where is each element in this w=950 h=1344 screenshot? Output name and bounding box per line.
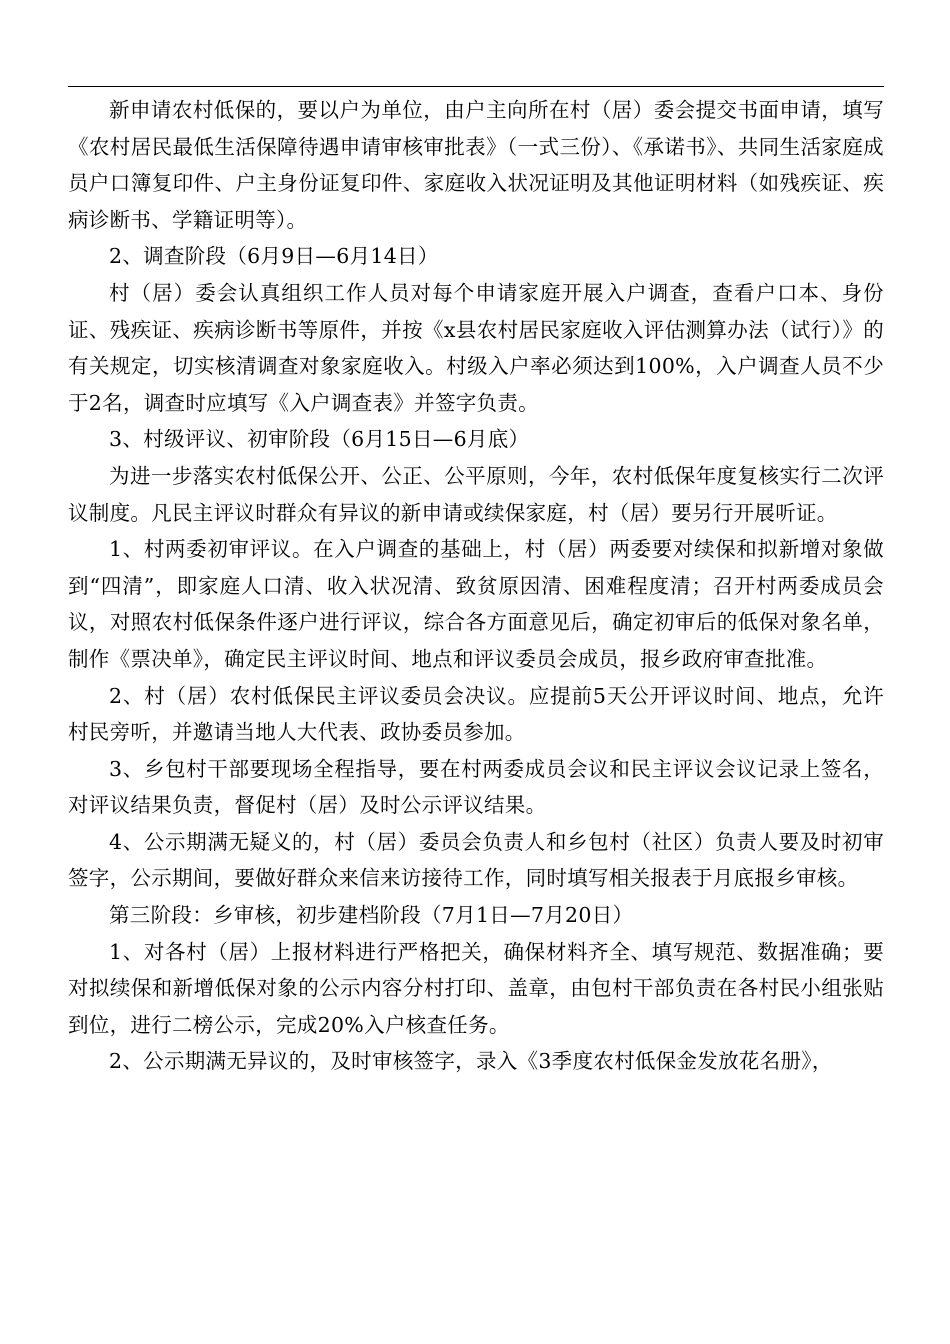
paragraph-application-materials: 新申请农村低保的，要以户为单位，由户主向所在村（居）委会提交书面申请，填写《农村居民最低生活保障待遇申请审核审批表》（一式三份）、《承诺书》、共同生活家庭成员户口簿复印件、户主身份证复印件、家庭收入状况证明及其他证明材料（如残疾证、疾病诊断书、学籍证明等）。 bbox=[68, 98, 884, 232]
paragraph-publicity-signoff: 4、公示期满无疑义的，村（居）委员会负责人和乡包村（社区）负责人要及时初审签字，公示期间，要做好群众来信来访接待工作，同时填写相关报表于月底报乡审核。 bbox=[68, 829, 884, 891]
paragraph-committee-resolution: 2、村（居）农村低保民主评议委员会决议。应提前5天公开评议时间、地点，允许村民旁听，并邀请当地人大代表、政协委员参加。 bbox=[68, 683, 884, 745]
paragraph-initial-review: 1、村两委初审评议。在入户调查的基础上，村（居）两委要对续保和拟新增对象做到“四清”，即家庭人口清、收入状况清、致贫原因清、困难程度清；召开村两委成员会议，对照农村低保条件逐户进行评议，综合各方面意见后，确定初审后的低保对象名单，制作《票决单》，确定民主评议时间、地点和评议委员会成员，报乡政府审查批准。 bbox=[68, 537, 884, 671]
paragraph-household-survey: 村（居）委会认真组织工作人员对每个申请家庭开展入户调查，查看户口本、身份证、残疾证、疾病诊断书等原件，并按《x县农村居民家庭收入评估测算办法（试行）》的有关规定，切实核清调查对象家庭收入。村级入户率必须达到100%，入户调查人员不少于2名，调查时应填写《入户调查表》并签字负责。 bbox=[68, 280, 884, 415]
paragraph-review-principles: 为进一步落实农村低保公开、公正、公平原则，今年，农村低保年度复核实行二次评议制度。凡民主评议时群众有异议的新申请或续保家庭，村（居）要另行开展听证。 bbox=[68, 463, 884, 525]
paragraph-register-entry: 2、公示期满无异议的，及时审核签字，录入《3季度农村低保金发放花名册》， bbox=[109, 1049, 833, 1074]
paragraph-cadre-guidance: 3、乡包村干部要现场全程指导，要在村两委成员会议和民主评议会议记录上签名，对评议结果负责，督促村（居）及时公示评议结果。 bbox=[68, 756, 884, 818]
paragraph-material-check: 1、对各村（居）上报材料进行严格把关，确保材料齐全、填写规范、数据准确；要对拟续保和新增低保对象的公示内容分村打印、盖章，由包村干部负责在各村民小组张贴到位，进行二榜公示，完成20%入户核查任务。 bbox=[68, 939, 884, 1037]
heading-township-review-stage: 第三阶段：乡审核，初步建档阶段（7月1日—7月20日） bbox=[109, 903, 634, 928]
heading-village-review-stage: 3、村级评议、初审阶段（6月15日—6月底） bbox=[109, 427, 530, 452]
header-rule bbox=[68, 86, 884, 87]
document-body bbox=[68, 92, 884, 1080]
heading-investigation-stage: 2、调查阶段（6月9日—6月14日） bbox=[109, 244, 439, 269]
